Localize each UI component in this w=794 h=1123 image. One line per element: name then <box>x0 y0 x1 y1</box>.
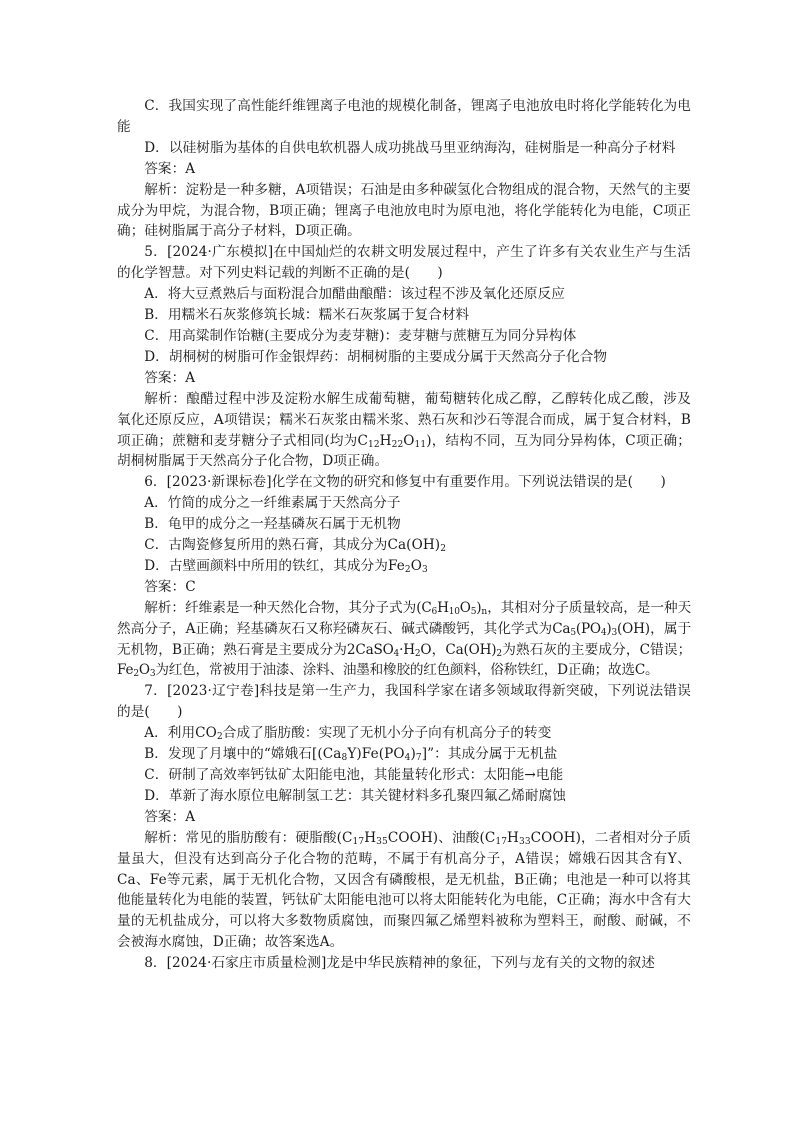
subscript: 2 <box>496 648 502 659</box>
q6-option-c <box>117 535 691 556</box>
option-text: 合成了脂肪酸：实现了无机小分子向有机高分子的转变 <box>222 725 552 742</box>
subscript: n <box>481 606 487 617</box>
q5-option-a: A．将大豆煮熟后与面粉混合加醋曲酿醋：该过程不涉及氧化还原反应 <box>144 286 565 303</box>
q4-answer: 答案：A <box>144 160 196 177</box>
q7-option-a <box>117 723 691 744</box>
q4-analysis: 解析：淀粉是一种多糖，A项错误；石油是由多种碳氢化合物组成的混合物，天然气的主要成分为甲烷，为混合物，B项正确；锂离子电池放电时为原电池，将化学能转化为电能，C项正确；硅树脂属于高分子材料，D项正确。 <box>117 181 691 240</box>
subscript: 22 <box>391 439 404 450</box>
q6-analysis <box>117 598 691 682</box>
q5-answer: 答案：A <box>144 369 196 386</box>
subscript: 6 <box>431 606 438 617</box>
subscript: 2 <box>414 648 421 659</box>
analysis-part: COOH)，二者相对分子质量虽大，但没有达到高分子化合物的范畴，不属于有机高分子，A错误；嫦娥石因其含有Y、Ca、Fe等元素，属于无机化合物，又因含有磷酸根，是无机盐，B正确；电池是一种可以将其他能量转化为电能的装置，钙钛矿太阳能电池可以将太阳能转化为电能，C正确；海水中含有大量的无机盐成分，可以将大多数物质腐蚀，而聚四氟乙烯塑料被称为塑料王，耐酸、耐碱，不会被海水腐蚀，D正确；故答案选A。 <box>117 829 691 951</box>
q7-analysis <box>117 828 691 953</box>
analysis-part: 为熟石灰的主要成分，C错误；Fe <box>117 641 691 679</box>
q5-analysis <box>117 389 691 473</box>
option-text: A．利用CO <box>144 725 217 742</box>
subscript: 12 <box>368 439 380 450</box>
q4-option-d: D．以硅树脂为基体的自供电软机器人成功挑战马里亚纳海沟，硅树脂是一种高分子材料 <box>144 139 676 156</box>
subscript: 3 <box>422 564 428 575</box>
analysis-part: COOH)、油酸(C <box>387 829 496 846</box>
analysis-part: H <box>507 829 519 846</box>
analysis-part: (PO <box>575 620 601 637</box>
q5-option-c: C．用高粱制作饴糖(主要成分为麦芽糖)：麦芽糖与蔗糖互为同分异构体 <box>144 327 577 344</box>
subscript: 3 <box>611 627 618 638</box>
q5-option-b: B．用糯米石灰浆修筑长城：糯米石灰浆属于复合材料 <box>144 307 470 324</box>
analysis-part: 解析：纤维素是一种天然化合物，其分子式为(C <box>144 599 432 616</box>
q5-analysis-part: 解析：酿醋过程中涉及淀粉水解生成葡萄糖，葡萄糖转化成乙醇，乙醇转化成乙酸，涉及氧化还原反应，A项错误；糯米石灰浆由糯米浆、熟石灰和沙石等混合而成，属于复合材料，B项正确；蔗糖和麦芽糖分子式相同(均为C <box>117 390 691 449</box>
analysis-part: 为红色，常被用于油漆、涂料、油墨和橡胶的红色颜料，俗称铁红，D正确；故选C。 <box>155 662 659 679</box>
q7-stem: 7．[2023·辽宁卷]科技是第一生产力，我国科学家在诸多领域取得新突破，下列说法错误的是( ) <box>117 683 691 721</box>
subscript: 2 <box>404 564 411 575</box>
option-text: ]”：其成分属于无机盐 <box>421 746 558 763</box>
subscript: 17 <box>495 836 508 847</box>
analysis-part: 解析：常见的脂肪酸有：硬脂酸(C <box>144 829 353 846</box>
formula-part: H <box>379 432 392 449</box>
option-text: ) <box>410 746 416 763</box>
option-text: O <box>410 557 422 574</box>
analysis-part: O <box>138 662 150 679</box>
analysis-part: (OH)，属于无机物，B正确；熟石膏是主要成分为2CaSO <box>117 620 691 658</box>
subscript: 17 <box>352 836 365 847</box>
analysis-part: ·H <box>399 641 415 658</box>
analysis-part: ) <box>606 620 612 637</box>
subscript: 4 <box>393 648 400 659</box>
subscript: 3 <box>149 669 156 680</box>
q5-option-d: D．胡桐树的树脂可作金银焊药：胡桐树脂的主要成分属于天然高分子化合物 <box>144 348 608 365</box>
option-text: D．古壁画颜料中所用的铁红，其成分为Fe <box>144 557 405 574</box>
option-text: Y)Fe(PO <box>347 746 405 763</box>
q5-analysis-part: )，结构不同，互为同分异构体，C项正确；胡桐树脂属于天然高分子化合物，D项正确。 <box>117 432 692 470</box>
subscript: 4 <box>404 753 411 764</box>
subscript: 10 <box>448 606 460 617</box>
subscript: 8 <box>341 753 348 764</box>
subscript: 33 <box>519 836 531 847</box>
subscript: 4 <box>600 627 607 638</box>
subscript: 7 <box>415 753 422 764</box>
analysis-part: H <box>364 829 377 846</box>
analysis-part: ，其相对分子质量较高，是一种天然高分子，A正确；羟基磷灰石又称羟磷灰石、碱式磷酸钙，其化学式为Ca <box>117 599 692 637</box>
subscript: 5 <box>470 606 477 617</box>
subscript: 5 <box>570 627 576 638</box>
q5-stem: 5．[2024·广东模拟]在中国灿烂的农耕文明发展过程中，产生了许多有关农业生产与生活的化学智慧。对下列史料记载的判断不正确的是( ) <box>117 244 691 282</box>
document-page <box>117 96 691 974</box>
q6-option-b: B．龟甲的成分之一羟基磷灰石属于无机物 <box>144 516 401 533</box>
subscript: 35 <box>376 836 388 847</box>
q7-answer: 答案：A <box>144 808 196 825</box>
q6-option-d <box>117 556 691 577</box>
q8-stem: 8．[2024·石家庄市质量检测]龙是中华民族精神的象征，下列与龙有关的文物的叙述 <box>144 955 656 972</box>
q7-option-c: C．研制了高效率钙钛矿太阳能电池，其能量转化形式：太阳能→电能 <box>144 767 564 783</box>
q7-option-d: D．革新了海水原位电解制氢工艺：其关键材料多孔聚四氟乙烯耐腐蚀 <box>144 787 566 804</box>
q6-stem: 6．[2023·新课标卷]化学在文物的研究和修复中有重要作用。下列说法错误的是( ) <box>144 474 666 491</box>
option-text: C．古陶瓷修复所用的熟石膏，其成分为Ca(OH) <box>144 537 441 554</box>
q6-answer: 答案：C <box>144 578 196 595</box>
q4-option-c: C．我国实现了高性能纤维锂离子电池的规模化制备，锂离子电池放电时将化学能转化为电能 <box>117 98 691 135</box>
analysis-part: O，Ca(OH) <box>420 641 497 658</box>
subscript: 2 <box>133 669 139 680</box>
analysis-part: ) <box>476 599 482 616</box>
subscript: 2 <box>440 544 447 555</box>
analysis-part: O <box>459 599 471 616</box>
subscript: 2 <box>216 732 223 743</box>
formula-part: O <box>403 432 415 449</box>
subscript: 11 <box>414 439 427 450</box>
analysis-part: H <box>437 599 449 616</box>
q6-option-a: A．竹简的成分之一纤维素属于天然高分子 <box>144 495 401 512</box>
option-text: B．发现了月壤中的“嫦娥石[(Ca <box>144 746 342 763</box>
q7-option-b <box>117 744 691 765</box>
